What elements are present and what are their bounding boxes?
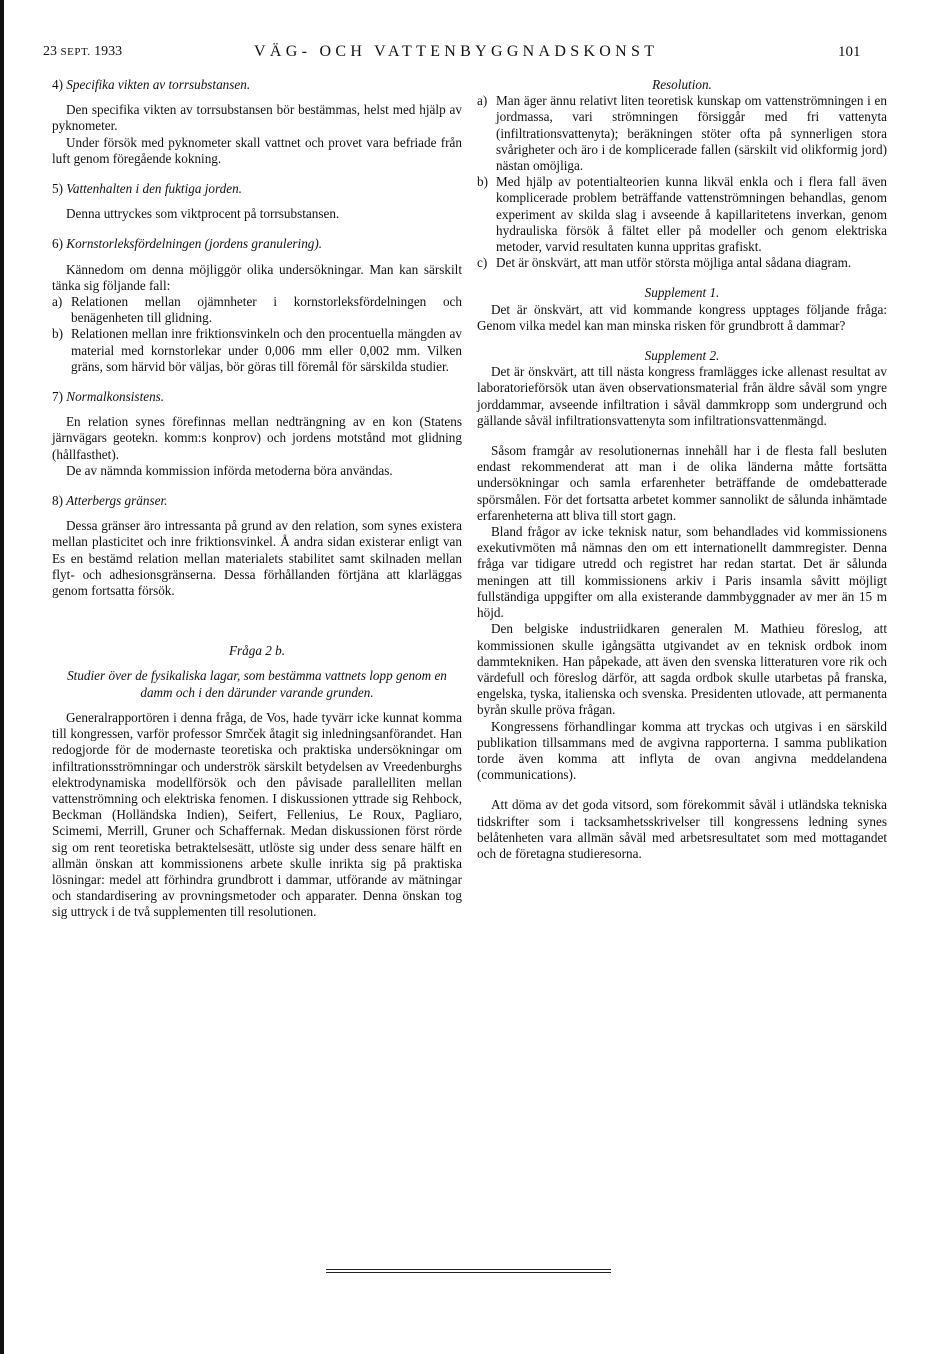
list-item: a) Relationen mellan ojämnheter i kornstorleksfördelningen och benägenheten till glidning. bbox=[52, 294, 462, 326]
section-5-heading: 5) Vattenhalten i den fuktiga jorden. bbox=[52, 181, 242, 197]
question-heading: Fråga 2 b. bbox=[228, 643, 286, 659]
paragraph: Under försök med pyknometer skall vattnet och provet vara befriade från luft genom föregående kokning. bbox=[52, 134, 462, 166]
scan-edge bbox=[0, 0, 4, 1354]
left-column bbox=[52, 77, 462, 921]
paragraph: Generalrapportören i denna fråga, de Vos, hade tyvärr icke kunnat komma till kongressen, varför professor Smrček åtagit sig inledningsanförandet. Han redogjorde för de modernaste teoretiska och praktiska undersökningar om infiltrationsströmningar och underströk särskilt betydelsen av Vreedenburghs elektrodynamiska modellförsök och den påvisade parallelliten mellan vattenströmning och elektriska fenomen. I diskussionen yttrade sig Rehbock, Beckman (Holländska Indien), Seifert, Fellenius, Le Roux, Pagliaro, Scimemi, Merrill, Gruner och Schaffernak. Medan diskussionen först rörde sig om rent teoretiska betraktelsesätt, utlöste sig under dess senare hälft en allmän önskan att kommissionens arbete skulle inrikta sig på praktiska lösningar: medel att förhindra grundbrott i dammar, utförande av mätningar och standardisering av provningsmetoder och apparater. Denna önskan tog sig uttryck i de två supplementen till resolutionen. bbox=[52, 709, 462, 920]
paragraph: Kongressens förhandlingar komma att tryckas och utgivas i en särskild publikation tillsammans med de avgivna rapporterna. I samma publikation torde även komma att inflyta de ovan angivna meddelandena (communications). bbox=[477, 718, 887, 783]
question-subtitle: Studier över de fysikaliska lagar, som bestämma vattnets lopp genom en damm och i den därunder varande grunden. bbox=[67, 668, 447, 700]
supplement-2-heading: Supplement 2. bbox=[644, 348, 720, 364]
paragraph: En relation synes förefinnas mellan nedträngning av en kon (Statens järnvägars geotekn. komm:s konprov) och jordens motstånd mot glidning (hållfasthet). bbox=[52, 414, 462, 462]
paragraph: Kännedom om denna möjliggör olika undersökningar. Man kan särskilt tänka sig följande fall: bbox=[52, 261, 462, 293]
right-column bbox=[477, 77, 887, 862]
paragraph: Denna uttryckes som viktprocent på torrsubstansen. bbox=[66, 206, 340, 222]
end-rule bbox=[326, 1269, 611, 1270]
paragraph: Bland frågor av icke teknisk natur, som behandlades vid kommissionens exekutivmöten må nämnas den om ett internationellt dammregister. Denna fråga var tidigare utredd och registret har redan startat. Det är sålunda meningen att till kommissionens arkiv i Paris insamla såvitt möjligt fullständiga uppgifter om alla existerande dammbyggnader av mer än 15 m höjd. bbox=[477, 524, 887, 621]
journal-title: VÄG- OCH VATTENBYGGNADSKONST bbox=[254, 43, 659, 60]
paragraph: Dessa gränser äro intressanta på grund av den relation, som synes existera mellan plasticitet och inre friktionsvinkel. Å andra sidan existerar enligt van Es en bestämd relation mellan materialets stabilitet samt skilnaden mellan flyt- och adhesionsgränserna. Dessa förhållanden förtjäna att klarläggas genom fortsatta försök. bbox=[52, 518, 462, 599]
section-6-heading: 6) Kornstorleksfördelningen (jordens granulering). bbox=[52, 236, 323, 252]
supplement-1-heading: Supplement 1. bbox=[644, 285, 720, 301]
paragraph: Det är önskvärt, att vid kommande kongress upptages följande fråga: Genom vilka medel kan man minska risken för grundbrott å dammar? bbox=[477, 301, 887, 333]
page-number: 101 bbox=[838, 44, 861, 60]
paragraph: Den belgiske industriidkaren generalen M. Mathieu föreslog, att kommissionen skulle igångsätta utgivandet av en teknisk ordbok inom dammtekniken. Han påpekade, att även den svenska litteraturen vore rik och värdefull och föreslog därför, att sagda ordbok skulle utarbetas på franska, engelska, tyska, italienska och svenska. Presidenten utlovade, att permanenta byrån skulle pröva frågan. bbox=[477, 621, 887, 718]
issue-date: 23 SEPT. 1933 bbox=[43, 44, 123, 59]
list-item: b) Med hjälp av potentialteorien kunna likväl enkla och i flera fall även komplicerade problem beträffande vattenströmningen behandlas, genom experiment av skilda slag i avseende å kapillaritetens inverkan, genom hydrauliska försök å fältet eller på modeller och genom elektriska metoder, varvid resultaten kunna uppritas grafiskt. bbox=[477, 174, 887, 255]
paragraph: De av nämnda kommission införda metoderna böra användas. bbox=[66, 462, 393, 478]
section-7-heading: 7) Normalkonsistens. bbox=[52, 389, 165, 405]
page-header bbox=[0, 44, 936, 68]
resolution-heading: Resolution. bbox=[652, 77, 712, 92]
paragraph: Den specifika vikten av torrsubstansen bör bestämmas, helst med hjälp av pyknometer. bbox=[52, 102, 462, 134]
section-4-heading: 4) Specifika vikten av torrsubstansen. bbox=[52, 77, 251, 92]
section-8-heading: 8) Atterbergs gränser. bbox=[52, 493, 168, 509]
end-rule bbox=[326, 1272, 611, 1273]
paragraph: Det är önskvärt, att till nästa kongress framlägges icke allenast resultat av laboratorieförsök utan även observationsmaterial från äldre såväl som yngre jorddammar, avseende infiltration i såväl dammkropp som undergrund och gällande såväl infiltrationsvattenyta som infiltrationsvattenmängd. bbox=[477, 364, 887, 428]
list-item: a) Man äger ännu relativt liten teoretisk kunskap om vattenströmningen i en jordmassa, vari strömningen försiggår med fri vattenyta (infiltrationsvattenyta); beräkningen stöter ofta på synnerligen stora svårigheter och äro i de komplicerade fallen (särskilt vid olikformig jord) nästan omöjliga. bbox=[477, 93, 887, 174]
list-item: b) Relationen mellan inre friktionsvinkeln och den procentuella mängden av material med kornstorlekar under 0,006 mm eller 0,002 mm. Vilken gräns, som härvid bör väljas, bör göras till föremål för särskilda studier. bbox=[52, 326, 462, 374]
paragraph: Att döma av det goda vitsord, som förekommit såväl i utländska tekniska tidskrifter som i tacksamhetsskrivelser till kongressens ledning synes belåtenheten vara allmän såväl med arbetsresultatet som med mottagandet och de företagna studieresorna. bbox=[477, 797, 887, 861]
paragraph: Såsom framgår av resolutionernas innehåll har i de flesta fall besluten endast rekommenderat att man i de olika länderna måtte fortsätta undersökningar och samla erfarenheter beträffande de omdebatterade spörsmålen. För det fortsatta arbetet kommer sannolikt de sålunda inhämtade erfarenheterna att bliva till stort gagn. bbox=[477, 443, 887, 523]
list-item: c) Det är önskvärt, att man utför största möjliga antal sådana diagram. bbox=[477, 255, 852, 271]
